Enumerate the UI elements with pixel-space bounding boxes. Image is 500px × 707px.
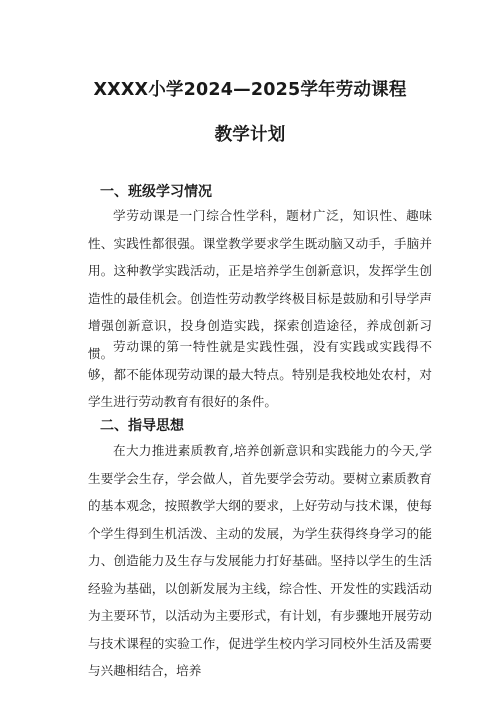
- paragraph: 在大力推进素质教育,培养创新意识和实践能力的今天,学生要学会生存，学会做人，首先要学会劳动。要树立素质教育的基本观念，按照教学大纲的要求，上好劳动与技术课，使每个学生得到生机活泼、主动的发展，为学生获得终身学习的能力、创造能力及生存与发展能力打好基础。坚持以学生的生活经验为基础，以创新发展为主线，综合性、开发性的实践活动为主要环节，以活动为主要形式，有计划，有步骤地开展劳动与技术课程的实验工作，促进学生校内学习同校外生活及需要与兴趣相结合，培养: [88, 443, 432, 678]
- paragraph: 劳动课的第一特性就是实践性强，没有实践或实践得不够，都不能体现劳动课的最大特点。特别是我校地处农村，对学生进行劳动教育有很好的条件。: [88, 339, 432, 409]
- paragraph: 学劳动课是一门综合性学科，题材广泛，知识性、趣味性、实践性都很强。课堂教学要求学生既动脑又动手，手脑并用。这种教学实践活动，正是培养学生创新意识，发挥学生创造性的最佳机会。创造性劳动教学终极目标是鼓励和引导学声增强创新意识，投身创造实践，探索创造途径，养成创新习惯。: [88, 208, 432, 361]
- document-title: XXXX小学2024—2025学年劳动课程: [93, 80, 407, 100]
- section-heading-class-situation: 一、班级学习情况: [100, 184, 212, 200]
- section-heading-guiding-ideology: 二、指导思想: [100, 418, 184, 434]
- document-subtitle: 教学计划: [214, 125, 286, 145]
